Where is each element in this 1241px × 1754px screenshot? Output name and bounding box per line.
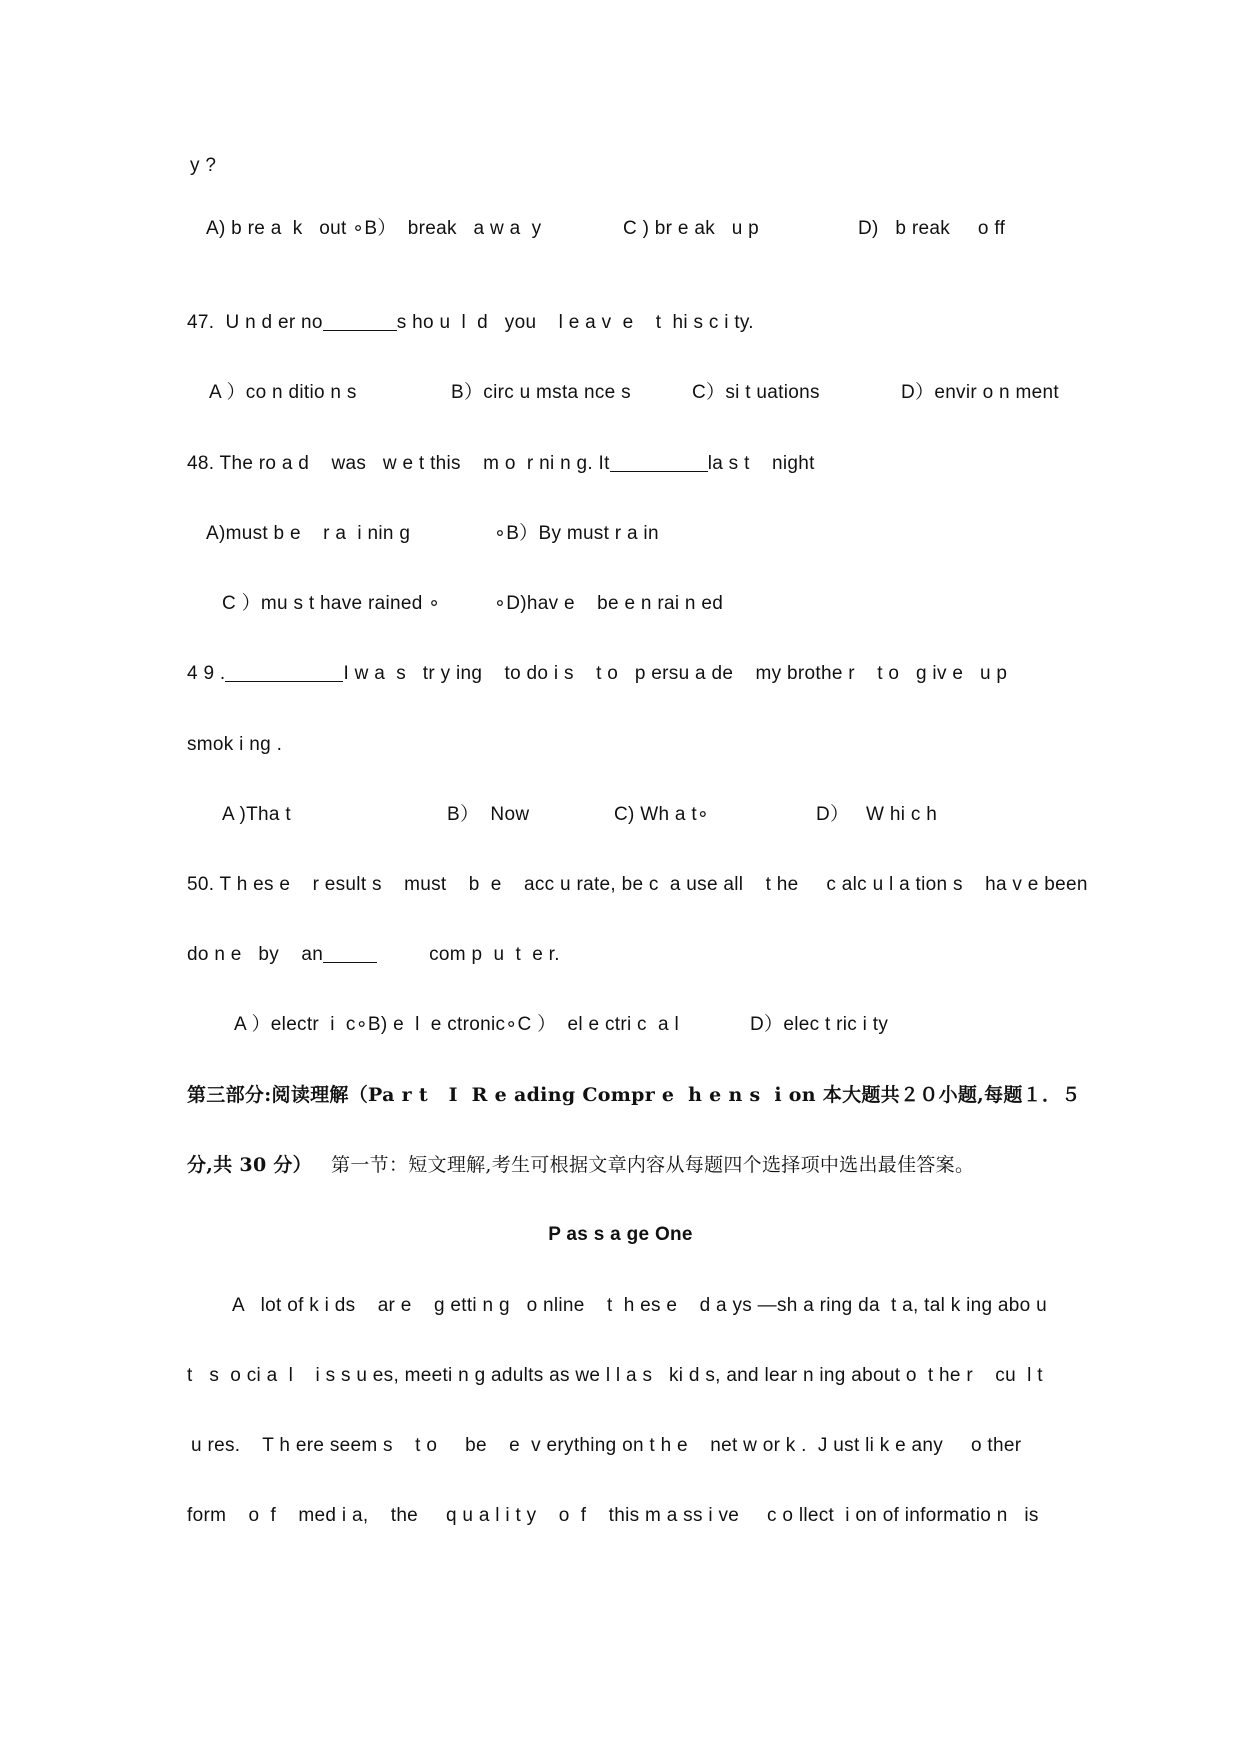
part3-instructions bbox=[187, 1152, 974, 1178]
part3-heading: 第三部分:阅读理解（Pa r t I R e ading Compr e h e n s i on 本大题共２０小题,每题１．５ bbox=[187, 1084, 1081, 1106]
q48-stem-before: 48. The ro a d was w e t this m o r ni n g. It bbox=[187, 453, 610, 474]
part3-instructions-text: 第一节：短文理解,考生可根据文章内容从每题四个选择项中选出最佳答案。 bbox=[331, 1154, 975, 1176]
q48-option-a: A)must b e r a i nin g bbox=[206, 523, 411, 544]
passage-title: P as s a ge One bbox=[548, 1224, 693, 1245]
q48-option-c: C ）mu s t have rained ∘ bbox=[222, 593, 441, 614]
q46-tail: y ? bbox=[190, 155, 217, 176]
q49-stem-line2: smok i ng . bbox=[187, 734, 283, 755]
q49-stem bbox=[187, 661, 1007, 687]
q49-option-c: C) Wh a t∘ bbox=[614, 804, 710, 825]
q46-option-d: D) b reak o ff bbox=[858, 218, 1006, 239]
q50-option-d: D）elec t ric i ty bbox=[750, 1014, 889, 1035]
q50-stem-before: do n e by an bbox=[187, 944, 324, 965]
q50-stem-line1: 50. T h es e r esult s must b e acc u rate, be c a use all t he c alc u l a tion s ha v e been bbox=[187, 874, 1088, 895]
q48-stem-after: la s t night bbox=[707, 453, 815, 474]
q48-stem bbox=[187, 451, 815, 477]
q47-option-a: A ）co n ditio n s bbox=[209, 382, 357, 403]
q47-option-c: C）si t uations bbox=[692, 382, 820, 403]
passage-line-2: t s o ci a l i s s u es, meeti n g adults as we l l a s ki d s, and lear n ing about o t he r cu l t bbox=[187, 1365, 1043, 1386]
q50-stem-line2 bbox=[187, 942, 560, 968]
q50-blank bbox=[323, 942, 377, 963]
q48-option-d: ∘D)hav e be e n rai n ed bbox=[494, 593, 724, 614]
passage-line-3: u res. T h ere seem s t o be e v erything on t h e net w or k . J ust li k e any o ther bbox=[191, 1435, 1022, 1456]
q47-stem bbox=[187, 310, 754, 336]
q49-stem-before: 4 9 . bbox=[187, 663, 226, 684]
q48-blank bbox=[610, 451, 708, 472]
q47-stem-before: 47. U n d er no bbox=[187, 312, 323, 333]
q48-option-b: ∘B）By must r a in bbox=[494, 523, 659, 544]
q47-blank bbox=[323, 310, 397, 331]
q47-stem-after: s ho u l d you l e a v e t hi s c i ty. bbox=[396, 312, 754, 333]
q47-option-b: B）circ u msta nce s bbox=[451, 382, 631, 403]
q49-stem-after: I w a s tr y ing to do i s t o p ersu a de my brothe r t o g iv e u p bbox=[343, 663, 1008, 684]
q47-option-d: D）envir o n ment bbox=[901, 382, 1059, 403]
q49-option-a: A )Tha t bbox=[222, 804, 291, 825]
q50-stem-after: com p u t e r. bbox=[429, 944, 560, 965]
q49-blank bbox=[225, 661, 343, 682]
q50-option-a-b-c: A ）electr i c∘B) e l e ctronic∘C ） el e ctri c a l bbox=[234, 1014, 679, 1035]
passage-line-4: form o f med i a, the q u a l i t y o f this m a ss i ve c o llect i on of informatio n is bbox=[187, 1505, 1039, 1526]
passage-line-1: A lot of k i ds ar e g etti n g o nline t h es e d a ys —sh a ring da t a, tal k ing abo u bbox=[232, 1295, 1047, 1316]
part3-points: 分,共 30 分） bbox=[187, 1154, 312, 1176]
q46-option-a-b: A) b re a k out ∘B） break a w a y bbox=[206, 218, 542, 239]
q49-option-d: D） W hi c h bbox=[816, 804, 938, 825]
q46-option-c: C ) br e ak u p bbox=[623, 218, 760, 239]
q49-option-b: B） Now bbox=[447, 804, 530, 825]
